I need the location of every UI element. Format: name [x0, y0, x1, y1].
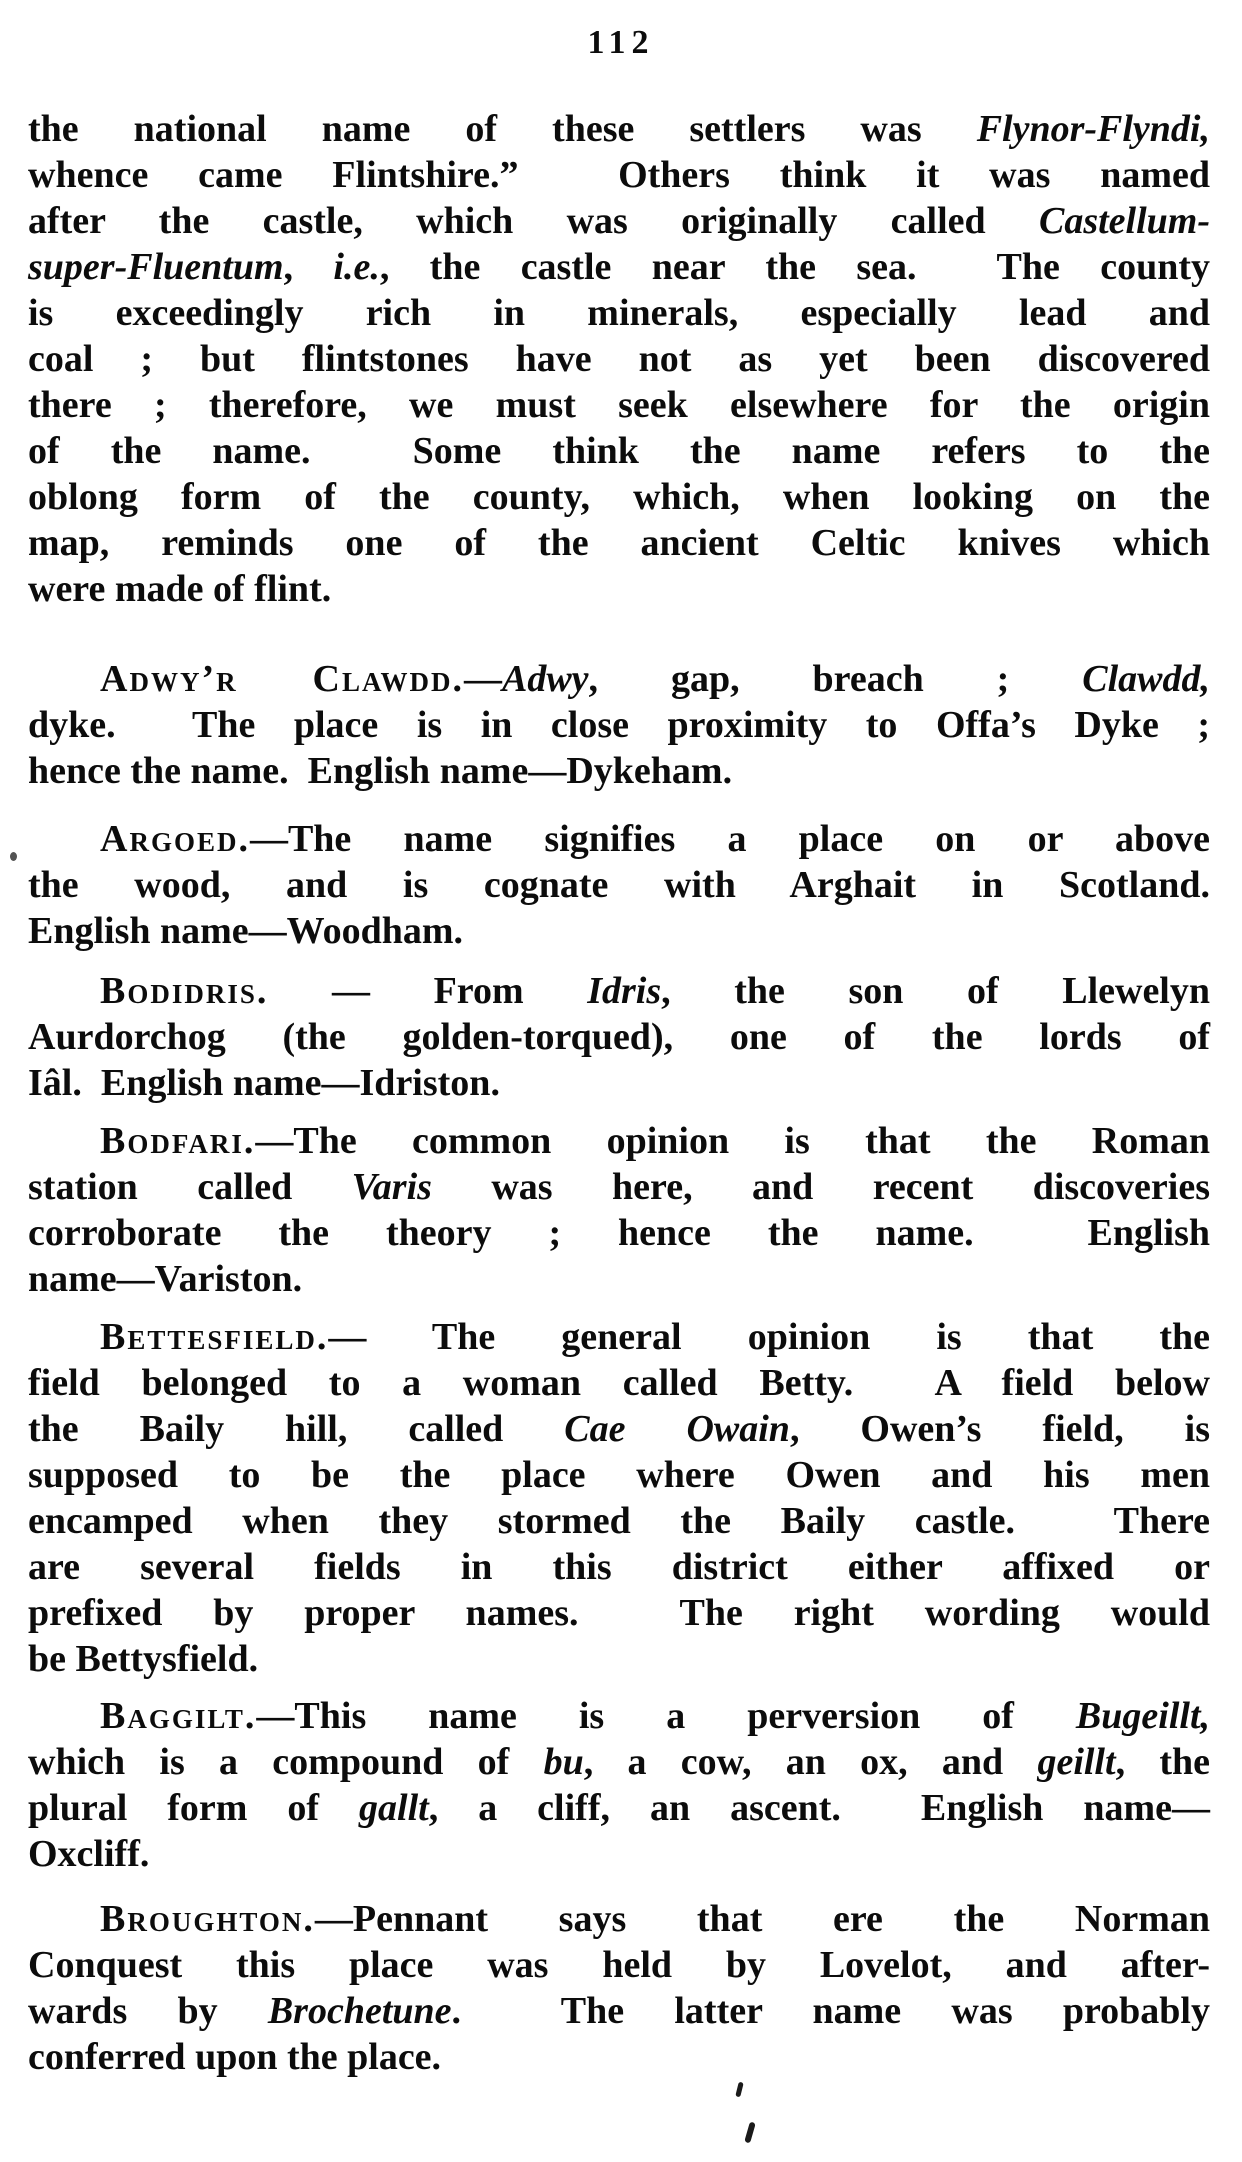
body-text: —The name signifies a place on or above — [249, 818, 1210, 860]
body-text: — From — [268, 970, 588, 1012]
text-line — [28, 862, 1210, 908]
text-line — [28, 2034, 1210, 2080]
text-line — [28, 1590, 1210, 1636]
text-line — [28, 1164, 1210, 1210]
body-text: — — [463, 658, 502, 700]
body-text: oblong form of the county, which, when looking on the — [28, 476, 1210, 518]
body-text: , gap, breach ; — [588, 658, 1083, 700]
body-text: there ; therefore, we must seek elsewhere for the origin — [28, 384, 1210, 426]
body-text: plural form of — [28, 1787, 360, 1829]
text-line — [28, 1544, 1210, 1590]
body-text: wards by — [28, 1990, 268, 2032]
body-text: , — [283, 246, 334, 288]
scanned-book-page — [0, 24, 1242, 2162]
body-text: the wood, and is cognate with Arghait in Scotland. — [28, 864, 1210, 906]
body-text: Conquest this place was held by Lovelot, and after- — [28, 1944, 1210, 1986]
body-text: is exceedingly rich in minerals, especially lead and — [28, 292, 1210, 334]
paragraph-baggilt — [28, 1693, 1210, 1877]
body-text: , the — [1115, 1741, 1210, 1783]
body-text: — The general opinion is that the — [328, 1316, 1210, 1358]
page-text — [28, 106, 1210, 2080]
paragraph-bodfari — [28, 1118, 1210, 1302]
entry-headword: Bodfari. — [100, 1120, 256, 1162]
body-text: supposed to be the place where Owen and his men — [28, 1454, 1210, 1496]
text-line — [28, 244, 1210, 290]
text-line — [28, 1942, 1210, 1988]
text-line — [28, 1314, 1210, 1360]
body-text: Aurdorchog (the golden-torqued), one of the lords of — [28, 1016, 1210, 1058]
italic-term: super-Fluentum — [28, 246, 284, 288]
body-text: were made of flint. — [28, 568, 332, 610]
body-text: are several fields in this district either affixed or — [28, 1546, 1210, 1588]
entry-headword: Argoed. — [100, 818, 250, 860]
body-text: was here, and recent discoveries — [431, 1166, 1210, 1208]
body-text: , the castle near the sea. The county — [379, 246, 1210, 288]
ink-speck — [744, 2122, 756, 2144]
paragraph-broughton — [28, 1896, 1210, 2080]
body-text: —The common opinion is that the Roman — [255, 1120, 1210, 1162]
text-line — [28, 566, 1210, 612]
text-line — [28, 290, 1210, 336]
body-text: conferred upon the place. — [28, 2036, 442, 2078]
body-text: —This name is a perversion of — [256, 1695, 1076, 1737]
entry-headword: Baggilt. — [100, 1695, 257, 1737]
body-text: Iâl. English name—Idriston. — [28, 1062, 500, 1104]
body-text: Oxcliff. — [28, 1833, 150, 1875]
body-text: map, reminds one of the ancient Celtic knives which — [28, 522, 1210, 564]
text-line — [28, 1636, 1210, 1682]
text-line — [28, 1210, 1210, 1256]
paragraph-argoed — [28, 816, 1210, 954]
entry-headword: Bodidris. — [100, 970, 269, 1012]
italic-term: gallt — [359, 1787, 429, 1829]
body-text: prefixed by proper names. The right wording would — [28, 1592, 1210, 1634]
text-line — [28, 1256, 1210, 1302]
text-line — [28, 1452, 1210, 1498]
body-text: be Bettysfield. — [28, 1638, 259, 1680]
ink-speck — [735, 2082, 743, 2098]
text-line — [28, 1498, 1210, 1544]
text-line — [28, 1014, 1210, 1060]
italic-term: Cae Owain — [564, 1408, 790, 1450]
page-number: 112 — [587, 24, 655, 61]
text-line — [28, 198, 1210, 244]
body-text: corroborate the theory ; hence the name. English — [28, 1212, 1210, 1254]
body-text: , Owen’s field, is — [789, 1408, 1211, 1450]
paragraph-bodidris — [28, 968, 1210, 1106]
text-line — [28, 968, 1210, 1014]
body-text: after the castle, which was originally called — [28, 200, 1039, 242]
italic-term: Brochetune — [267, 1990, 452, 2032]
italic-term: Bugeillt, — [1075, 1695, 1210, 1737]
text-line — [28, 520, 1210, 566]
italic-term: Adwy — [501, 658, 589, 700]
body-text: , a cow, an ox, and — [583, 1741, 1038, 1783]
body-text: English name—Woodham. — [28, 910, 463, 952]
body-text: the national name of these settlers was — [28, 108, 977, 150]
body-text: the Baily hill, called — [28, 1408, 565, 1450]
italic-term: Idris — [587, 970, 662, 1012]
entry-headword: Broughton. — [100, 1898, 315, 1940]
text-line — [28, 748, 1210, 794]
italic-term: geillt — [1037, 1741, 1116, 1783]
body-text: hence the name. English name—Dykeham. — [28, 750, 733, 792]
italic-term: Castellum- — [1038, 200, 1210, 242]
paragraph-adwyr-clawdd — [28, 656, 1210, 794]
text-line — [28, 702, 1210, 748]
text-line — [28, 474, 1210, 520]
body-text: name—Variston. — [28, 1258, 303, 1300]
entry-headword: Bettesfield. — [100, 1316, 329, 1358]
text-line — [28, 1988, 1210, 2034]
text-line — [28, 106, 1210, 152]
body-text: . The latter name was probably — [451, 1990, 1210, 2032]
body-text: whence came Flintshire.” Others think it was named — [28, 154, 1210, 196]
text-line — [28, 1118, 1210, 1164]
text-line — [28, 1360, 1210, 1406]
text-line — [28, 1406, 1210, 1452]
body-text: , a cliff, an ascent. English name— — [428, 1787, 1211, 1829]
italic-term: bu — [543, 1741, 584, 1783]
body-text: of the name. Some think the name refers to the — [28, 430, 1210, 472]
text-line — [28, 1785, 1210, 1831]
text-line — [28, 1896, 1210, 1942]
body-text: dyke. The place is in close proximity to Offa’s Dyke ; — [28, 704, 1210, 746]
text-line — [28, 656, 1210, 702]
text-line — [28, 152, 1210, 198]
text-line — [28, 1831, 1210, 1877]
text-line — [28, 1739, 1210, 1785]
ink-speck — [10, 852, 17, 861]
italic-term: Varis — [351, 1166, 432, 1208]
text-line — [28, 1693, 1210, 1739]
italic-term: i.e. — [333, 246, 380, 288]
text-line — [28, 382, 1210, 428]
paragraph-bettesfield — [28, 1314, 1210, 1682]
body-text: encamped when they stormed the Baily castle. There — [28, 1500, 1210, 1542]
paragraph-flintshire-continuation — [28, 106, 1210, 612]
body-text: , the son of Llewelyn — [661, 970, 1210, 1012]
body-text: —Pennant says that ere the Norman — [314, 1898, 1210, 1940]
body-text: field belonged to a woman called Betty. A field below — [28, 1362, 1210, 1404]
body-text: station called — [28, 1166, 352, 1208]
text-line — [28, 428, 1210, 474]
italic-term: Flynor-Flyndi, — [976, 108, 1210, 150]
body-text: coal ; but flintstones have not as yet been discovered — [28, 338, 1210, 380]
body-text: which is a compound of — [28, 1741, 544, 1783]
text-line — [28, 1060, 1210, 1106]
text-line — [28, 816, 1210, 862]
text-line — [28, 908, 1210, 954]
italic-term: Clawdd, — [1082, 658, 1211, 700]
text-line — [28, 336, 1210, 382]
entry-headword: Adwy’r Clawdd. — [100, 658, 464, 700]
